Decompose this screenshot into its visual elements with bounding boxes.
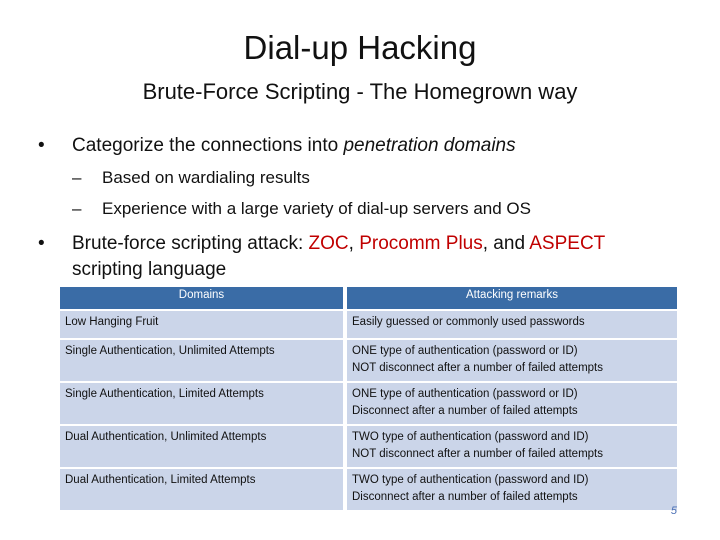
remark-cell bbox=[347, 311, 677, 338]
tool-procomm: Procomm Plus bbox=[359, 233, 483, 254]
subbullet-text: Based on wardialing results bbox=[102, 168, 310, 187]
subbullet-marker: – bbox=[72, 168, 82, 187]
remark-line: NOT disconnect after a number of failed attempts bbox=[352, 362, 603, 374]
remark-line: TWO type of authentication (password and ID) bbox=[352, 474, 589, 486]
bullet-text-plain: Brute-force scripting attack: bbox=[72, 233, 309, 254]
domain-cell: Dual Authentication, Limited Attempts bbox=[60, 469, 343, 510]
remark-line: Disconnect after a number of failed attempts bbox=[352, 405, 578, 417]
table-row bbox=[60, 311, 677, 338]
bullet-text-line2: scripting language bbox=[72, 259, 227, 280]
table-row bbox=[60, 469, 677, 510]
remark-cell bbox=[347, 383, 677, 424]
remark-line: TWO type of authentication (password and ID) bbox=[352, 431, 589, 443]
separator: , and bbox=[482, 233, 530, 254]
bullet-marker: • bbox=[38, 135, 45, 156]
subbullet-marker: – bbox=[72, 199, 82, 218]
remark-cell bbox=[347, 340, 677, 381]
table-row bbox=[60, 426, 677, 467]
domain-cell: Dual Authentication, Unlimited Attempts bbox=[60, 426, 343, 467]
remark-cell bbox=[347, 426, 677, 467]
bullet-text-italic: penetration domains bbox=[343, 135, 516, 156]
remark-line: NOT disconnect after a number of failed attempts bbox=[352, 448, 603, 460]
column-header-remarks: Attacking remarks bbox=[347, 287, 677, 309]
column-header-domains: Domains bbox=[60, 287, 343, 309]
page-number: 5 bbox=[670, 505, 677, 517]
tool-aspect: ASPECT bbox=[529, 233, 606, 254]
domains-table bbox=[60, 285, 677, 512]
remark-line: Easily guessed or commonly used passwords bbox=[352, 316, 585, 328]
table-header-row bbox=[60, 287, 677, 309]
table-row bbox=[60, 383, 677, 424]
bullet-text bbox=[72, 231, 712, 283]
bullet-marker: • bbox=[38, 233, 45, 254]
remark-line: ONE type of authentication (password or ID) bbox=[352, 345, 578, 357]
bullet-text-plain: Categorize the connections into bbox=[72, 135, 344, 156]
domain-cell: Single Authentication, Limited Attempts bbox=[60, 383, 343, 424]
table-row bbox=[60, 340, 677, 381]
domain-cell: Single Authentication, Unlimited Attempts bbox=[60, 340, 343, 381]
subbullet-text: Experience with a large variety of dial-up servers and OS bbox=[102, 199, 531, 218]
domain-cell: Low Hanging Fruit bbox=[60, 311, 343, 338]
bullet-text bbox=[72, 133, 516, 159]
separator: , bbox=[348, 233, 360, 254]
slide-title: Dial-up Hacking bbox=[243, 29, 477, 66]
remark-line: Disconnect after a number of failed attempts bbox=[352, 491, 578, 503]
tool-zoc: ZOC bbox=[308, 233, 349, 254]
slide-subtitle: Brute-Force Scripting - The Homegrown way bbox=[142, 79, 578, 104]
remark-line: ONE type of authentication (password or ID) bbox=[352, 388, 578, 400]
remark-cell bbox=[347, 469, 677, 510]
